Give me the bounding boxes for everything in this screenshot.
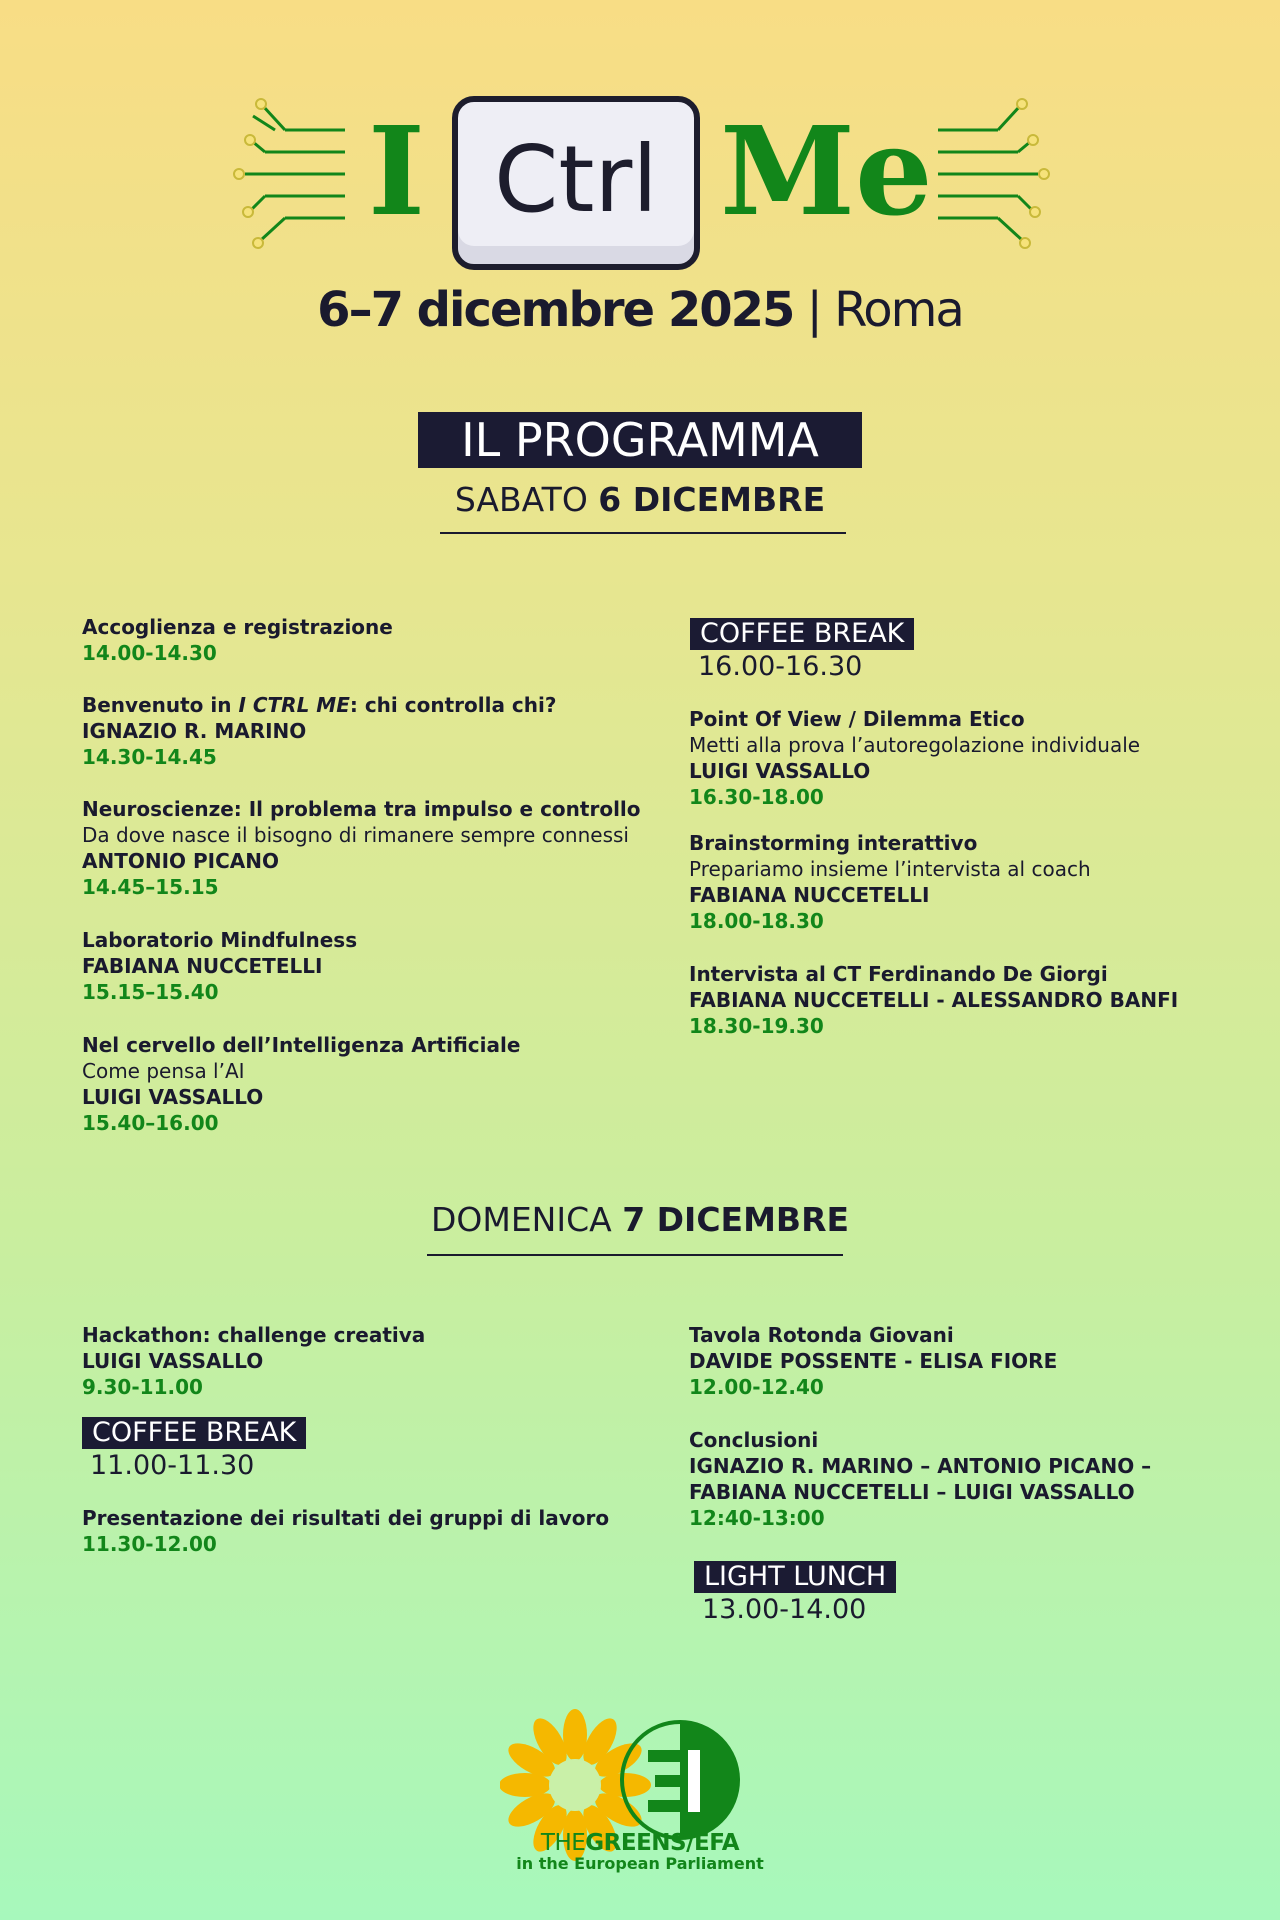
circuit-icon-right: [928, 90, 1058, 260]
item-subtitle: Da dove nasce il bisogno di rimanere sempre connessi: [82, 823, 629, 847]
item-speaker: FABIANA NUCCETELLI – LUIGI VASSALLO: [689, 1480, 1135, 1504]
party-name: [480, 1830, 800, 1873]
title-key-label: Ctrl: [494, 126, 658, 233]
item-title: Hackathon: challenge creativa: [82, 1323, 426, 1347]
item-title: Presentazione dei risultati dei gruppi di lavoro: [82, 1506, 610, 1530]
break-time: 16.00-16.30: [698, 651, 863, 682]
item-title: Conclusioni: [689, 1428, 819, 1452]
item-title: Point Of View / Dilemma Etico: [689, 707, 1025, 731]
item-speaker: DAVIDE POSSENTE - ELISA FIORE: [689, 1349, 1058, 1373]
day-prefix: SABATO: [454, 480, 599, 519]
break-label: LIGHT LUNCH: [694, 1561, 896, 1593]
party-subtitle: in the European Parliament: [516, 1854, 764, 1873]
schedule-item: [82, 1505, 609, 1557]
schedule-item: [82, 927, 357, 1005]
coffee-break: [690, 618, 914, 680]
light-lunch: [694, 1561, 896, 1623]
item-subtitle: Metti alla prova l’autoregolazione individuale: [689, 733, 1141, 757]
day-date: 6 DICEMBRE: [598, 480, 826, 519]
day-prefix: DOMENICA: [430, 1200, 623, 1239]
item-title: Nel cervello dell’Intelligenza Artificiale: [82, 1033, 521, 1057]
schedule-item: [689, 961, 1178, 1039]
item-time: 14.30-14.45: [82, 745, 217, 769]
programma-banner: IL PROGRAMMA: [418, 412, 862, 468]
item-speaker: FABIANA NUCCETELLI: [689, 883, 930, 907]
item-title: Tavola Rotonda Giovani: [689, 1323, 954, 1347]
item-title: Brainstorming interattivo: [689, 831, 978, 855]
circuit-icon-left: [225, 90, 355, 260]
item-speaker: ANTONIO PICANO: [82, 849, 280, 873]
item-title: Laboratorio Mindfulness: [82, 928, 358, 952]
ctrl-key-icon: [452, 96, 700, 270]
break-label: COFFEE BREAK: [690, 618, 914, 650]
item-title: Intervista al CT Ferdinando De Giorgi: [689, 962, 1108, 986]
item-time: 11.30-12.00: [82, 1532, 217, 1556]
day-heading-sunday: [0, 1200, 1280, 1239]
schedule-item: [82, 796, 641, 900]
break-time: 13.00-14.00: [702, 1594, 867, 1625]
party-the: THE: [540, 1830, 586, 1856]
schedule-item: [82, 1322, 425, 1400]
break-label: COFFEE BREAK: [82, 1417, 306, 1449]
divider: [440, 532, 846, 534]
day-date: 7 DICEMBRE: [622, 1200, 850, 1239]
divider: [427, 1254, 843, 1256]
item-title: Accoglienza e registrazione: [82, 615, 393, 639]
item-time: 14.45–15.15: [82, 875, 219, 899]
item-time: 18.00-18.30: [689, 909, 824, 933]
item-time: 12.00-12.40: [689, 1375, 824, 1399]
city-text: Roma: [834, 282, 963, 338]
item-speaker: LUIGI VASSALLO: [82, 1349, 264, 1373]
day-heading-saturday: [0, 480, 1280, 519]
item-time: 14.00-14.30: [82, 641, 217, 665]
schedule-item: [689, 1322, 1057, 1400]
item-title: Benvenuto in I CTRL ME: chi controlla chi?: [82, 693, 557, 717]
item-time: 16.30-18.00: [689, 785, 824, 809]
title-right: Me: [720, 99, 933, 243]
item-subtitle: Come pensa l’AI: [82, 1059, 245, 1083]
schedule-item: [689, 830, 1091, 934]
item-speaker: FABIANA NUCCETELLI - ALESSANDRO BANFI: [689, 988, 1179, 1012]
date-separator: |: [793, 282, 835, 338]
date-text: 6–7 dicembre 2025: [317, 282, 794, 338]
schedule-item: [82, 692, 556, 770]
item-speaker: LUIGI VASSALLO: [689, 759, 871, 783]
item-speaker: FABIANA NUCCETELLI: [82, 954, 323, 978]
title-left: I: [368, 99, 426, 243]
schedule-item: [82, 1032, 520, 1136]
item-time: 18.30-19.30: [689, 1014, 824, 1038]
schedule-item: [689, 706, 1140, 810]
item-speaker: LUIGI VASSALLO: [82, 1085, 264, 1109]
coffee-break: [82, 1417, 306, 1479]
item-speaker: IGNAZIO R. MARINO: [82, 719, 307, 743]
item-time: 12:40-13:00: [689, 1506, 825, 1530]
item-time: 9.30-11.00: [82, 1375, 203, 1399]
schedule-item: [689, 1427, 1151, 1531]
schedule-item: [82, 614, 393, 666]
event-date: [0, 282, 1280, 338]
event-logo: [0, 0, 1280, 280]
item-speaker: IGNAZIO R. MARINO – ANTONIO PICANO –: [689, 1454, 1152, 1478]
party-title: GREENS/EFA: [585, 1830, 740, 1856]
break-time: 11.00-11.30: [90, 1450, 255, 1481]
item-title: Neuroscienze: Il problema tra impulso e controllo: [82, 797, 641, 821]
item-time: 15.15–15.40: [82, 980, 219, 1004]
item-subtitle: Prepariamo insieme l’intervista al coach: [689, 857, 1091, 881]
item-time: 15.40–16.00: [82, 1111, 219, 1135]
